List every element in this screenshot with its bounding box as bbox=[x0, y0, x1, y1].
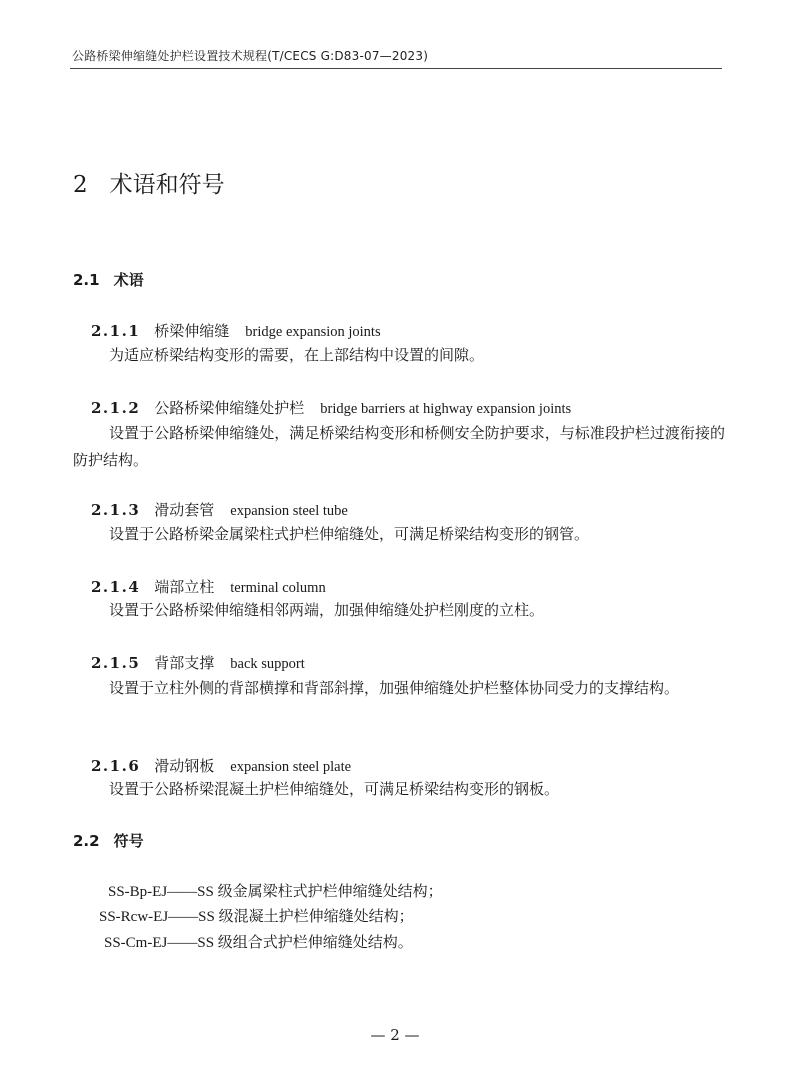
term-zh: 滑动套管 bbox=[154, 501, 215, 519]
section-terms-heading bbox=[73, 269, 144, 290]
section-number: 2.1 bbox=[73, 271, 100, 289]
term-en: expansion steel tube bbox=[230, 503, 348, 519]
term-zh: 桥梁伸缩缝 bbox=[154, 322, 230, 340]
term-en: expansion steel plate bbox=[230, 759, 352, 775]
page-number: — 2 — bbox=[370, 1026, 420, 1044]
symbol-entry: SS-Cm-EJ——SS 级组合式护栏伸缩缝处结构。 bbox=[104, 935, 413, 951]
term-definition: 设置于公路桥梁伸缩缝处，满足桥梁结构变形和桥侧安全防护要求，与标准段护栏过渡衔接的防护结构。 bbox=[73, 424, 725, 469]
term-definition: 为适应桥梁结构变形的需要，在上部结构中设置的间隙。 bbox=[109, 346, 485, 364]
term-heading bbox=[91, 755, 351, 776]
term-number: 2.1.5 bbox=[91, 654, 141, 672]
term-number: 2.1.3 bbox=[91, 501, 141, 519]
term-number: 2.1.2 bbox=[91, 399, 141, 417]
symbol-entry: SS-Bp-EJ——SS 级金属梁柱式护栏伸缩缝处结构； bbox=[108, 884, 443, 900]
term-en: terminal column bbox=[230, 580, 326, 596]
term-zh: 公路桥梁伸缩缝处护栏 bbox=[154, 399, 305, 417]
term-definition: 设置于公路桥梁金属梁柱式护栏伸缩缝处，可满足桥梁结构变形的钢管。 bbox=[109, 525, 590, 543]
term-definition: 设置于公路桥梁混凝土护栏伸缩缝处，可满足桥梁结构变形的钢板。 bbox=[109, 780, 560, 798]
section-title: 术语 bbox=[113, 271, 144, 289]
term-heading bbox=[91, 576, 326, 597]
term-number: 2.1.1 bbox=[91, 322, 141, 340]
term-en: back support bbox=[230, 656, 305, 672]
section-symbols-heading bbox=[73, 830, 144, 851]
term-en: bridge expansion joints bbox=[245, 324, 381, 340]
term-number: 2.1.6 bbox=[91, 757, 141, 775]
term-heading bbox=[91, 499, 348, 520]
header-divider bbox=[70, 68, 722, 69]
term-heading bbox=[91, 320, 381, 341]
term-heading bbox=[91, 397, 571, 418]
term-definition: 设置于立柱外侧的背部横撑和背部斜撑，加强伸缩缝处护栏整体协同受力的支撑结构。 bbox=[109, 679, 680, 697]
chapter-title bbox=[73, 166, 225, 199]
term-definition: 设置于公路桥梁伸缩缝相邻两端，加强伸缩缝处护栏刚度的立柱。 bbox=[109, 601, 545, 619]
running-header: 公路桥梁伸缩缝处护栏设置技术规程(T/CECS G:D83-07—2023) bbox=[72, 49, 429, 63]
chapter-number: 2 bbox=[73, 172, 88, 198]
term-number: 2.1.4 bbox=[91, 578, 141, 596]
term-zh: 滑动钢板 bbox=[154, 757, 215, 775]
term-zh: 端部立柱 bbox=[154, 578, 215, 596]
term-zh: 背部支撑 bbox=[154, 654, 215, 672]
symbol-entry: SS-Rcw-EJ——SS 级混凝土护栏伸缩缝处结构； bbox=[99, 909, 414, 925]
term-heading bbox=[91, 652, 305, 673]
term-en: bridge barriers at highway expansion joints bbox=[320, 401, 572, 417]
chapter-title-text: 术语和符号 bbox=[109, 172, 225, 198]
section-number: 2.2 bbox=[73, 832, 100, 850]
section-title: 符号 bbox=[113, 832, 144, 850]
